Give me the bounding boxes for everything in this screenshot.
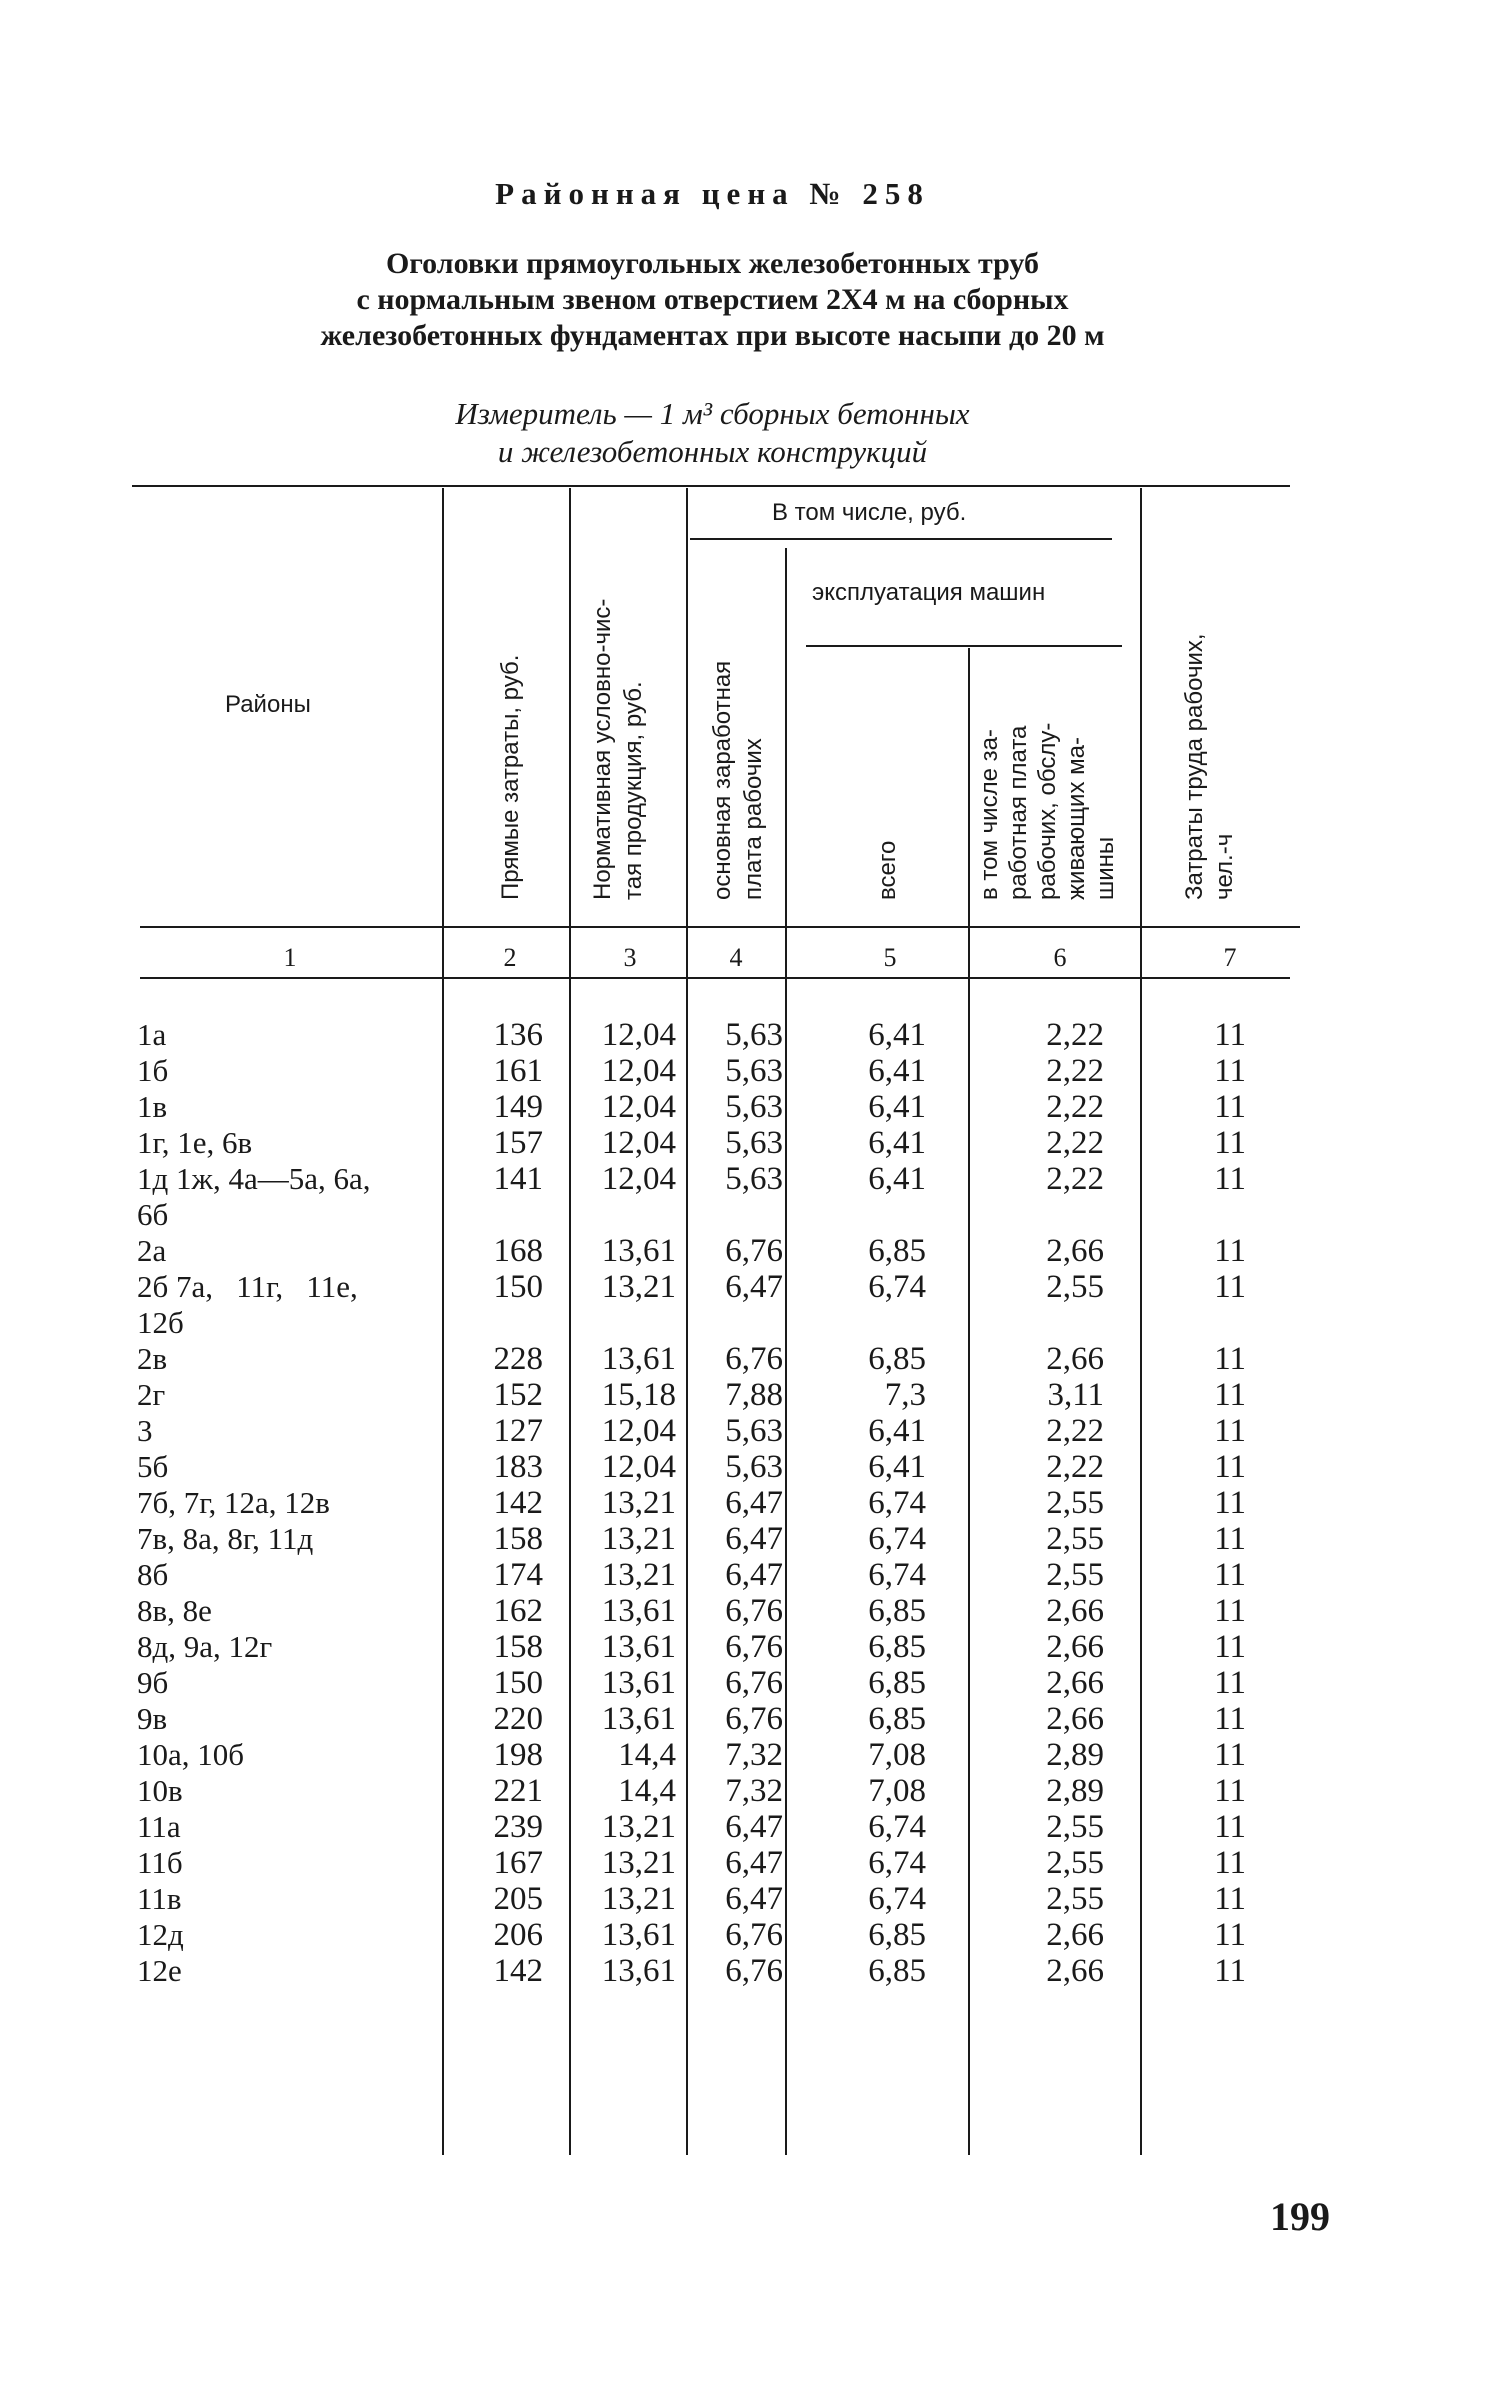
cell-c3: 12,04	[601, 1089, 676, 1125]
cell-c7: 11	[1214, 1917, 1246, 1953]
cell-c5: 6,74	[868, 1881, 926, 1917]
cell-c6: 3,11	[1047, 1377, 1104, 1413]
cell-c4: 7,88	[725, 1377, 783, 1413]
cell-c7: 11	[1214, 1521, 1246, 1557]
cell-c5: 6,85	[868, 1629, 926, 1665]
header-incl-wage-3: рабочих, обслу-	[1034, 722, 1061, 900]
region-label: 1а	[137, 1017, 167, 1052]
cell-c2: 127	[493, 1413, 543, 1449]
col-divider-6	[1140, 488, 1142, 2155]
region-label: 6б	[137, 1197, 169, 1232]
cell-c2: 205	[493, 1881, 543, 1917]
cell-c4: 6,76	[725, 1917, 783, 1953]
cell-c4: 6,47	[725, 1809, 783, 1845]
cell-c3: 13,61	[601, 1701, 676, 1737]
cell-c2: 152	[493, 1377, 543, 1413]
region-label: 2в	[137, 1341, 168, 1376]
cell-c5: 7,08	[868, 1773, 926, 1809]
cell-c7: 11	[1214, 1737, 1246, 1773]
cell-c4: 6,76	[725, 1593, 783, 1629]
cell-c7: 11	[1214, 1629, 1246, 1665]
region-label: 11б	[137, 1845, 183, 1880]
cell-c7: 11	[1214, 1125, 1246, 1161]
cell-c6: 2,66	[1046, 1233, 1104, 1269]
cell-c6: 2,22	[1046, 1449, 1104, 1485]
region-label: 1б	[137, 1053, 169, 1088]
header-normative-2: тая продукция, руб.	[620, 681, 647, 900]
region-label: 9б	[137, 1665, 169, 1700]
cell-c4: 6,76	[725, 1665, 783, 1701]
cell-c7: 11	[1214, 1053, 1246, 1089]
cell-c4: 6,76	[725, 1233, 783, 1269]
cell-c5: 6,85	[868, 1953, 926, 1989]
region-label: 2а	[137, 1233, 167, 1268]
col-divider-1	[442, 488, 444, 2155]
region-label: 1г, 1е, 6в	[137, 1125, 253, 1160]
cell-c3: 13,61	[601, 1629, 676, 1665]
cell-c7: 11	[1214, 1341, 1246, 1377]
cell-c2: 142	[493, 1953, 543, 1989]
cell-c6: 2,66	[1046, 1917, 1104, 1953]
cell-c3: 13,21	[601, 1521, 676, 1557]
cell-c2: 158	[493, 1521, 543, 1557]
cell-c3: 13,21	[601, 1881, 676, 1917]
cell-c5: 6,85	[868, 1233, 926, 1269]
cell-c4: 7,32	[725, 1737, 783, 1773]
cell-c3: 13,61	[601, 1917, 676, 1953]
cell-c5: 6,41	[868, 1449, 926, 1485]
header-incl-wage-4: живающих ма-	[1063, 737, 1090, 900]
page-number: 199	[1270, 2194, 1330, 2239]
region-label: 12е	[137, 1953, 182, 1988]
cell-c5: 6,74	[868, 1485, 926, 1521]
cell-c3: 13,61	[601, 1665, 676, 1701]
region-label: 8в, 8е	[137, 1593, 212, 1628]
cell-c2: 239	[493, 1809, 543, 1845]
cell-c5: 7,08	[868, 1737, 926, 1773]
cell-c6: 2,66	[1046, 1341, 1104, 1377]
cell-c4: 6,76	[725, 1341, 783, 1377]
cell-c6: 2,89	[1046, 1773, 1104, 1809]
cell-c5: 6,41	[868, 1125, 926, 1161]
header-labor-1: Затраты труда рабочих,	[1181, 633, 1208, 900]
cell-c6: 2,55	[1046, 1521, 1104, 1557]
col-divider-2	[569, 488, 571, 2155]
cell-c7: 11	[1214, 1413, 1246, 1449]
cell-c5: 6,74	[868, 1557, 926, 1593]
cell-c6: 2,66	[1046, 1629, 1104, 1665]
cell-c2: 149	[493, 1089, 543, 1125]
cell-c4: 5,63	[725, 1449, 783, 1485]
cell-c7: 11	[1214, 1845, 1246, 1881]
cell-c5: 6,41	[868, 1053, 926, 1089]
cell-c6: 2,55	[1046, 1269, 1104, 1305]
region-label: 10а, 10б	[137, 1737, 245, 1772]
cell-c7: 11	[1214, 1953, 1246, 1989]
cell-c7: 11	[1214, 1485, 1246, 1521]
subtitle-line: с нормальным звеном отверстием 2X4 м на сборных	[356, 283, 1069, 316]
region-label: 1в	[137, 1089, 168, 1124]
col-divider-5	[968, 648, 970, 2155]
page-title: Районная цена № 258	[495, 176, 930, 211]
cell-c6: 2,22	[1046, 1089, 1104, 1125]
cell-c3: 13,21	[601, 1485, 676, 1521]
cell-c6: 2,55	[1046, 1845, 1104, 1881]
cell-c7: 11	[1214, 1233, 1246, 1269]
cell-c4: 5,63	[725, 1413, 783, 1449]
header-wage-2: плата рабочих	[740, 738, 767, 900]
measure-line: Измеритель — 1 м³ сборных бетонных	[455, 396, 970, 431]
cell-c5: 6,74	[868, 1269, 926, 1305]
cell-c6: 2,55	[1046, 1809, 1104, 1845]
cell-c3: 13,61	[601, 1233, 676, 1269]
column-number: 7	[1223, 943, 1237, 972]
cell-c6: 2,55	[1046, 1881, 1104, 1917]
header-incl-wage-1: в том числе за-	[976, 729, 1003, 900]
region-label: 2г	[137, 1377, 166, 1412]
cell-c7: 11	[1214, 1593, 1246, 1629]
cell-c5: 6,85	[868, 1917, 926, 1953]
cell-c3: 13,61	[601, 1593, 676, 1629]
header-bottom-rule	[140, 926, 1300, 928]
cell-c3: 14,4	[618, 1737, 676, 1773]
cell-c5: 6,41	[868, 1089, 926, 1125]
header-direct-costs: Прямые затраты, руб.	[497, 654, 524, 900]
cell-c7: 11	[1214, 1809, 1246, 1845]
cell-c3: 13,21	[601, 1557, 676, 1593]
including-rule	[690, 538, 1112, 540]
cell-c6: 2,55	[1046, 1557, 1104, 1593]
cell-c2: 221	[493, 1773, 543, 1809]
cell-c4: 5,63	[725, 1125, 783, 1161]
cell-c2: 150	[493, 1269, 543, 1305]
header-wage-1: основная заработная	[709, 660, 736, 900]
cell-c6: 2,66	[1046, 1665, 1104, 1701]
cell-c4: 5,63	[725, 1089, 783, 1125]
cell-c2: 183	[493, 1449, 543, 1485]
region-label: 8б	[137, 1557, 169, 1592]
cell-c4: 6,47	[725, 1485, 783, 1521]
cell-c3: 14,4	[618, 1773, 676, 1809]
machines-rule	[806, 645, 1122, 647]
region-label: 12д	[137, 1917, 184, 1952]
table-top-rule	[132, 485, 1290, 487]
cell-c2: 220	[493, 1701, 543, 1737]
subtitle-line: Оголовки прямоугольных железобетонных труб	[385, 247, 1040, 280]
cell-c3: 13,21	[601, 1845, 676, 1881]
cell-c6: 2,55	[1046, 1485, 1104, 1521]
cell-c4: 6,47	[725, 1845, 783, 1881]
cell-c7: 11	[1214, 1881, 1246, 1917]
column-number: 2	[503, 943, 517, 972]
cell-c2: 150	[493, 1665, 543, 1701]
cell-c5: 7,3	[884, 1377, 926, 1413]
col-divider-3	[686, 488, 688, 2155]
cell-c4: 6,47	[725, 1881, 783, 1917]
region-label: 7в, 8а, 8г, 11д	[137, 1521, 314, 1556]
header-including: В том числе, руб.	[772, 499, 967, 526]
measure-line: и железобетонных конструкций	[497, 434, 928, 469]
column-number: 4	[729, 943, 743, 972]
measure-unit	[0, 395, 1425, 471]
cell-c2: 198	[493, 1737, 543, 1773]
cell-c5: 6,85	[868, 1701, 926, 1737]
cell-c2: 157	[493, 1125, 543, 1161]
cell-c5: 6,41	[868, 1161, 926, 1197]
region-label: 5б	[137, 1449, 169, 1484]
cell-c5: 6,41	[868, 1413, 926, 1449]
cell-c4: 6,76	[725, 1953, 783, 1989]
cell-c5: 6,74	[868, 1521, 926, 1557]
cell-c3: 12,04	[601, 1161, 676, 1197]
cell-c7: 11	[1214, 1665, 1246, 1701]
cell-c7: 11	[1214, 1557, 1246, 1593]
cell-c3: 15,18	[601, 1377, 676, 1413]
cell-c3: 13,21	[601, 1809, 676, 1845]
cell-c4: 6,47	[725, 1269, 783, 1305]
cell-c4: 5,63	[725, 1017, 783, 1053]
cell-c4: 7,32	[725, 1773, 783, 1809]
cell-c6: 2,66	[1046, 1593, 1104, 1629]
cell-c7: 11	[1214, 1449, 1246, 1485]
cell-c3: 12,04	[601, 1413, 676, 1449]
cell-c2: 174	[493, 1557, 543, 1593]
header-incl-wage-2: работная плата	[1005, 725, 1032, 900]
region-label: 7б, 7г, 12а, 12в	[137, 1485, 330, 1520]
cell-c4: 5,63	[725, 1053, 783, 1089]
header-machines: эксплуатация машин	[812, 579, 1046, 606]
region-label: 3	[137, 1413, 153, 1448]
column-number: 1	[283, 943, 297, 972]
column-number: 5	[883, 943, 897, 972]
cell-c2: 162	[493, 1593, 543, 1629]
cell-c5: 6,41	[868, 1017, 926, 1053]
cell-c6: 2,22	[1046, 1053, 1104, 1089]
header-regions: Районы	[225, 691, 311, 718]
cell-c2: 168	[493, 1233, 543, 1269]
cell-c5: 6,85	[868, 1665, 926, 1701]
header-total: всего	[874, 840, 901, 900]
region-label: 2б 7а, 11г, 11е,	[137, 1269, 358, 1304]
cell-c2: 142	[493, 1485, 543, 1521]
cell-c2: 161	[493, 1053, 543, 1089]
cell-c4: 6,47	[725, 1521, 783, 1557]
region-label: 9в	[137, 1701, 168, 1736]
cell-c5: 6,74	[868, 1809, 926, 1845]
cell-c2: 136	[493, 1017, 543, 1053]
cell-c3: 12,04	[601, 1125, 676, 1161]
cell-c7: 11	[1214, 1161, 1246, 1197]
cell-c2: 158	[493, 1629, 543, 1665]
cell-c3: 13,21	[601, 1269, 676, 1305]
cell-c7: 11	[1214, 1773, 1246, 1809]
table-subtitle	[0, 246, 1425, 354]
cell-c3: 12,04	[601, 1449, 676, 1485]
cell-c2: 141	[493, 1161, 543, 1197]
cell-c7: 11	[1214, 1269, 1246, 1305]
cell-c2: 228	[493, 1341, 543, 1377]
colnum-bottom-rule	[140, 977, 1290, 979]
region-label: 8д, 9а, 12г	[137, 1629, 273, 1664]
region-label: 11в	[137, 1881, 182, 1916]
region-label: 1д 1ж, 4а—5а, 6а,	[137, 1161, 371, 1196]
cell-c2: 206	[493, 1917, 543, 1953]
cell-c7: 11	[1214, 1701, 1246, 1737]
cell-c4: 6,47	[725, 1557, 783, 1593]
region-label: 12б	[137, 1305, 184, 1340]
cell-c3: 13,61	[601, 1341, 676, 1377]
cell-c3: 13,61	[601, 1953, 676, 1989]
cell-c2: 167	[493, 1845, 543, 1881]
cell-c6: 2,66	[1046, 1953, 1104, 1989]
column-number: 3	[623, 943, 637, 972]
cell-c6: 2,22	[1046, 1017, 1104, 1053]
cell-c6: 2,22	[1046, 1125, 1104, 1161]
cell-c7: 11	[1214, 1377, 1246, 1413]
cell-c6: 2,66	[1046, 1701, 1104, 1737]
cell-c7: 11	[1214, 1017, 1246, 1053]
header-incl-wage-5: шины	[1092, 836, 1119, 900]
cell-c3: 12,04	[601, 1053, 676, 1089]
cell-c5: 6,74	[868, 1845, 926, 1881]
cell-c6: 2,22	[1046, 1161, 1104, 1197]
cell-c4: 6,76	[725, 1701, 783, 1737]
subtitle-line: железобетонных фундаментах при высоте насыпи до 20 м	[320, 319, 1105, 352]
col-divider-4	[785, 548, 787, 2155]
cell-c4: 5,63	[725, 1161, 783, 1197]
cell-c3: 12,04	[601, 1017, 676, 1053]
column-number: 6	[1053, 943, 1067, 972]
region-label: 11а	[137, 1809, 181, 1844]
cell-c5: 6,85	[868, 1341, 926, 1377]
header-normative-1: Нормативная условно-чис-	[589, 598, 616, 900]
cell-c6: 2,22	[1046, 1413, 1104, 1449]
region-label: 10в	[137, 1773, 183, 1808]
cell-c7: 11	[1214, 1089, 1246, 1125]
cell-c5: 6,85	[868, 1593, 926, 1629]
cell-c4: 6,76	[725, 1629, 783, 1665]
header-labor-2: чел.-ч	[1211, 833, 1238, 900]
cell-c6: 2,89	[1046, 1737, 1104, 1773]
